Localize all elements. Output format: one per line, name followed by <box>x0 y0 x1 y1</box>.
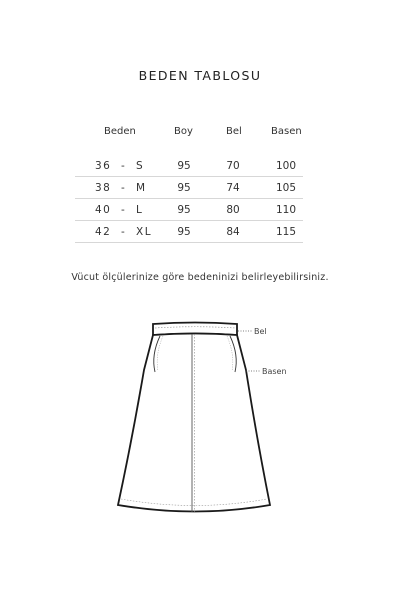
table-row <box>75 182 303 204</box>
bel-value: 80 <box>226 204 240 216</box>
boy-value: 95 <box>177 204 191 216</box>
row-divider <box>75 220 303 221</box>
boy-value: 95 <box>177 160 191 172</box>
basen-value: 115 <box>275 226 297 238</box>
table-row <box>75 226 303 248</box>
table-row <box>75 160 303 182</box>
row-divider <box>75 242 303 243</box>
skirt-outline <box>118 334 270 512</box>
row-divider <box>75 198 303 199</box>
basen-value: 100 <box>275 160 297 172</box>
boy-value: 95 <box>177 226 191 238</box>
basen-value: 105 <box>275 182 297 194</box>
size-label: 40 - L <box>95 204 144 216</box>
bel-value: 84 <box>226 226 240 238</box>
header-boy: Boy <box>174 126 193 137</box>
basen-value: 110 <box>275 204 297 216</box>
row-divider <box>75 176 303 177</box>
header-basen: Basen <box>271 126 302 137</box>
hip-label: Basen <box>262 367 287 376</box>
header-bel: Bel <box>226 126 242 137</box>
bel-value: 74 <box>226 182 240 194</box>
measurement-note: Vücut ölçülerinize göre bedeninizi belirleyebilirsiniz. <box>71 272 329 283</box>
size-label: 38 - M <box>95 182 147 194</box>
size-chart-title: BEDEN TABLOSU <box>138 68 262 83</box>
header-size: Beden <box>104 126 136 137</box>
waist-label: Bel <box>254 327 267 336</box>
skirt-diagram <box>0 300 400 530</box>
size-label: 36 - S <box>95 160 145 172</box>
table-row <box>75 204 303 226</box>
boy-value: 95 <box>177 182 191 194</box>
size-label: 42 - XL <box>95 226 153 238</box>
bel-value: 70 <box>226 160 240 172</box>
